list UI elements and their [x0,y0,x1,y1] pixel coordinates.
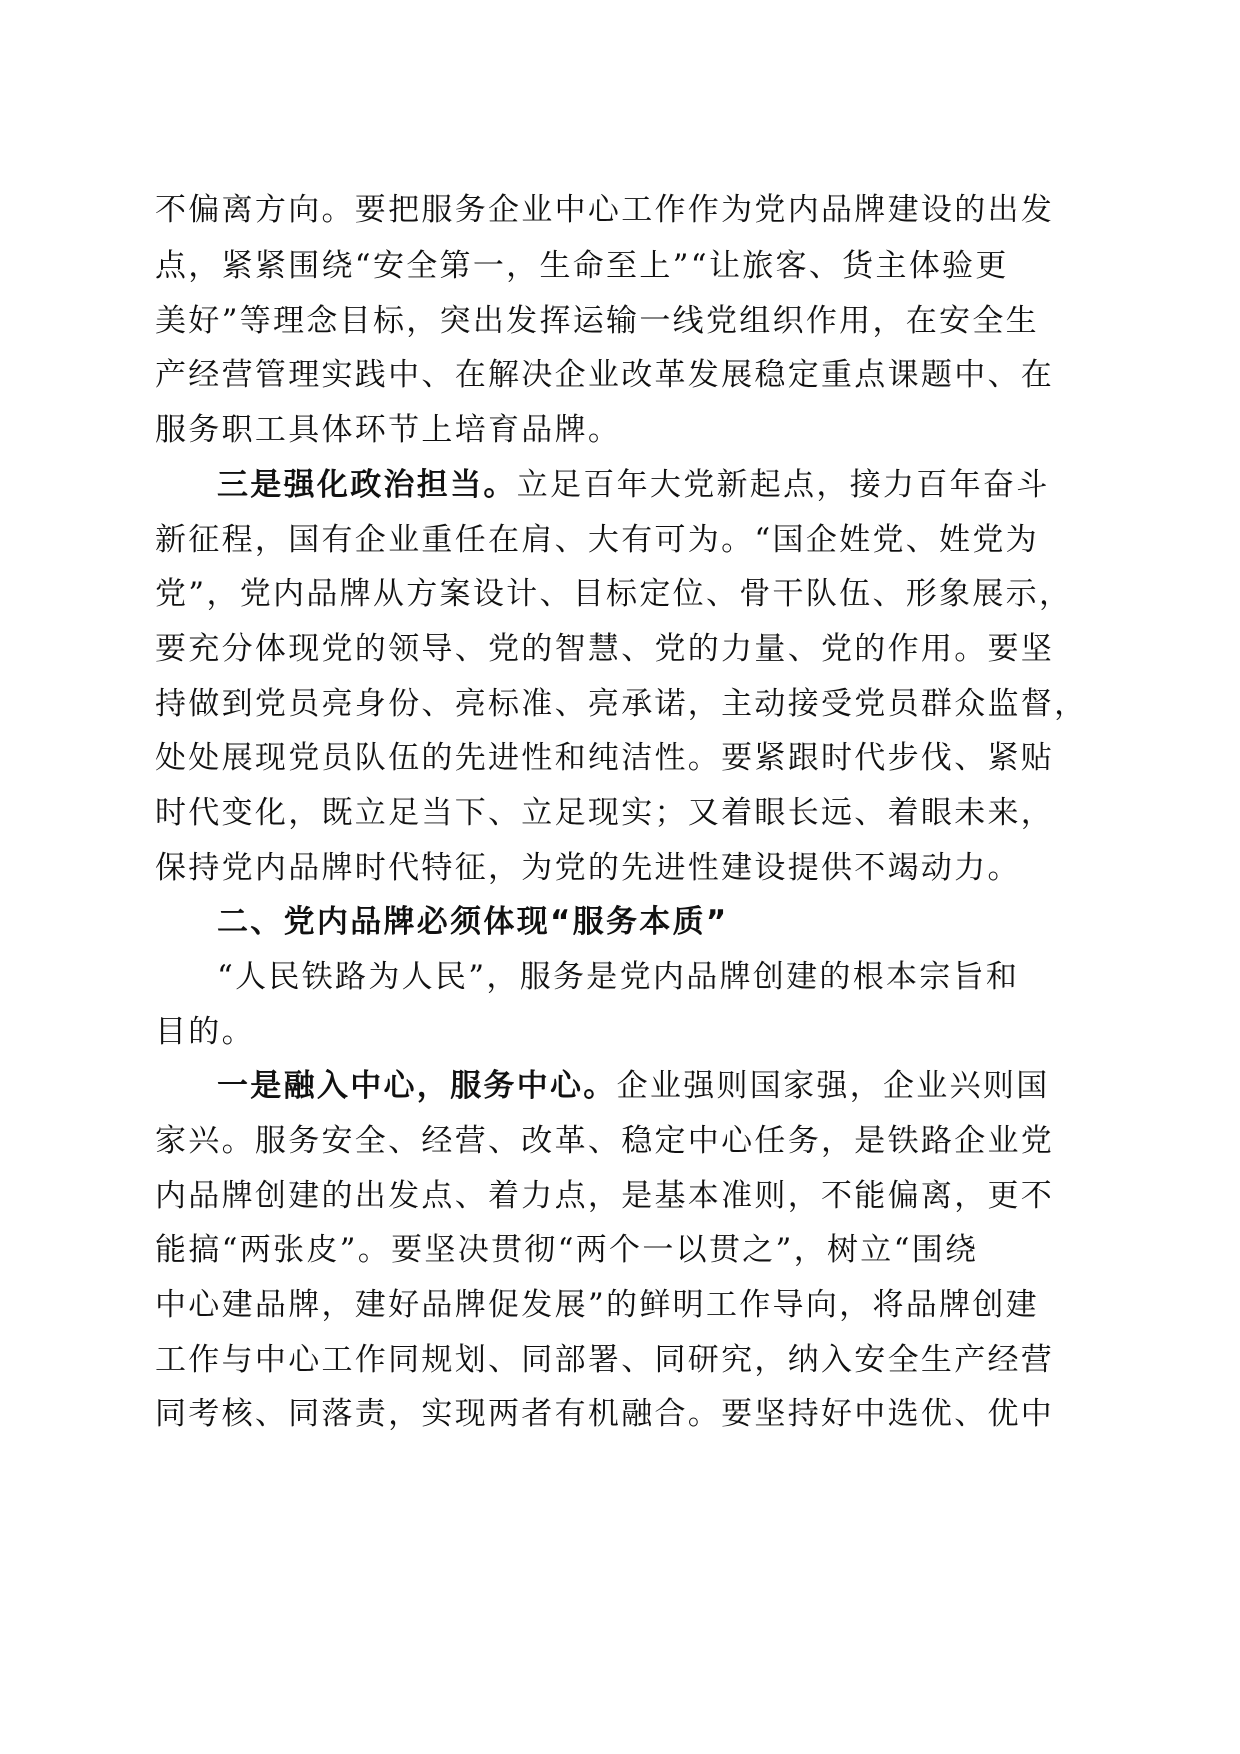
text-line: 要充分体现党的领导、党的智慧、党的力量、党的作用。要坚 [155,631,1055,667]
text-line: 产经营管理实践中、在解决企业改革发展稳定重点课题中、在 [155,357,1055,393]
text-line: 处处展现党员队伍的先进性和纯洁性。要紧跟时代步伐、紧贴 [155,740,1055,776]
text-line: 点，紧紧围绕“安全第一，生命至上”“让旅客、货主体验更 [155,248,1009,284]
text-line: 新征程，国有企业重任在肩、大有可为。“国企姓党、姓党为 [155,522,1039,558]
text-line: 保持党内品牌时代特征，为党的先进性建设提供不竭动力。 [155,850,1021,886]
text-line: 党”，党内品牌从方案设计、目标定位、骨干队伍、形象展示， [155,576,1073,612]
lead-text: 立足百年大党新起点，接力百年奋斗 [516,467,1050,503]
paragraph-1-heading-line [217,1066,1050,1106]
section-heading: 二、党内品牌必须体现“服务本质” [217,904,729,940]
text-line: 时代变化，既立足当下、立足现实；又着眼长远、着眼未来， [155,795,1055,831]
text-line: 目的。 [155,1014,255,1050]
text-line: 美好”等理念目标，突出发挥运输一线党组织作用，在安全生 [155,303,1039,339]
text-line: 持做到党员亮身份、亮标准、亮承诺，主动接受党员群众监督， [155,686,1088,722]
paragraph-3-heading-line [217,465,1050,505]
text-line: 能搞“两张皮”。要坚决贯彻“两个一以贯之”，树立“围绕 [155,1232,979,1268]
bold-lead: 三是强化政治担当。 [217,467,517,503]
text-line: 服务职工具体环节上培育品牌。 [155,412,622,448]
text-line: 同考核、同落责，实现两者有机融合。要坚持好中选优、优中 [155,1396,1055,1432]
text-line: 中心建品牌，建好品牌促发展”的鲜明工作导向，将品牌创建 [155,1287,1039,1323]
text-line: “人民铁路为人民”，服务是党内品牌创建的根本宗旨和 [217,959,1020,995]
bold-lead: 一是融入中心，服务中心。 [217,1068,617,1104]
lead-text: 企业强则国家强，企业兴则国 [616,1068,1050,1104]
text-line: 工作与中心工作同规划、同部署、同研究，纳入安全生产经营 [155,1342,1055,1378]
text-line: 内品牌创建的出发点、着力点，是基本准则，不能偏离，更不 [155,1178,1055,1214]
text-line: 家兴。服务安全、经营、改革、稳定中心任务，是铁路企业党 [155,1123,1055,1159]
text-line: 不偏离方向。要把服务企业中心工作作为党内品牌建设的出发 [155,192,1055,228]
